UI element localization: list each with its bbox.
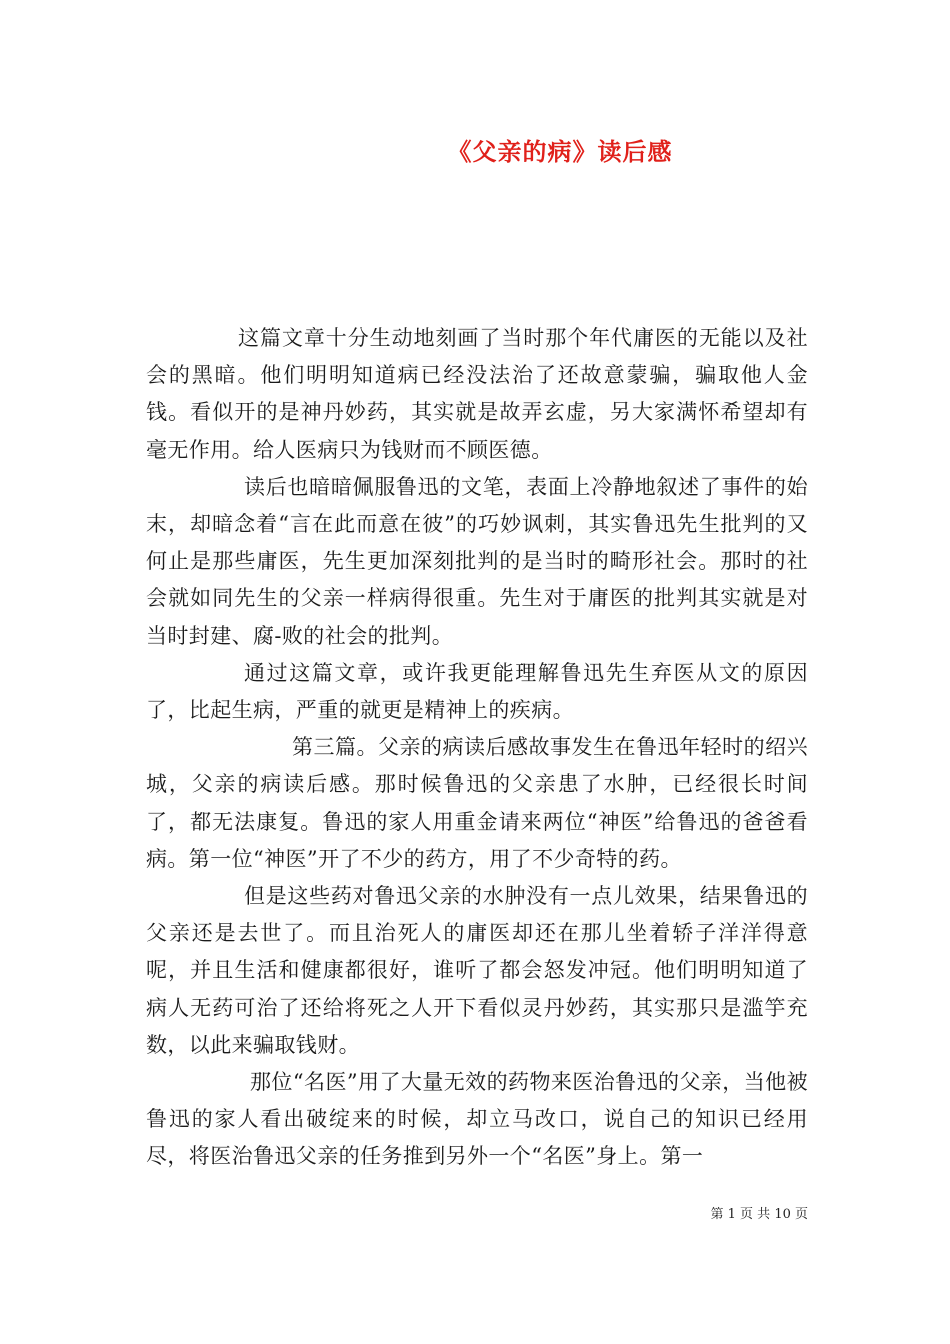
paragraph-5: 但是这些药对鲁迅父亲的水肿没有一点儿效果，结果鲁迅的父亲还是去世了。而且治死人的庸医却还在那儿坐着轿子洋洋得意呢，并且生活和健康都很好，谁听了都会怒发冲冠。他们明明知道了病人无药可治了还给将死之人开下看似灵丹妙药，其实那只是滥竽充数，以此来骗取钱财。 <box>146 884 808 1057</box>
paragraph-2: 读后也暗暗佩服鲁迅的文笔，表面上冷静地叙述了事件的始末，却暗念着“言在此而意在彼”的巧妙讽刺，其实鲁迅先生批判的又何止是那些庸医，先生更加深刻批判的是当时的畸形社会。那时的社会就如同先生的父亲一样病得很重。先生对于庸医的批判其实就是对当时封建、腐-败的社会的批判。 <box>146 474 808 648</box>
page-number-footer: 第 1 页 共 10 页 <box>710 1207 808 1222</box>
paragraph-1: 这篇文章十分生动地刻画了当时那个年代庸医的无能以及社会的黑暗。他们明明知道病已经没法治了还故意蒙骗，骗取他人金钱。看似开的是神丹妙药，其实就是故弄玄虚，另大家满怀希望却有毫无作用。给人医病只为钱财而不顾医德。 <box>146 326 808 462</box>
paragraph-4: 第三篇。父亲的病读后感故事发生在鲁迅年轻时的绍兴城，父亲的病读后感。那时候鲁迅的父亲患了水肿，已经很长时间了，都无法康复。鲁迅的家人用重金请来两位“神医”给鲁迅的爸爸看病。第一位“神医”开了不少的药方，用了不少奇特的药。 <box>146 735 808 871</box>
paragraph-6: 那位“名医”用了大量无效的药物来医治鲁迅的父亲，当他被鲁迅的家人看出破绽来的时候，却立马改口，说自己的知识已经用尽，将医治鲁迅父亲的任务推到另外一个“名医”身上。第一 <box>146 1070 808 1169</box>
paragraph-3: 通过这篇文章，或许我更能理解鲁迅先生弃医从文的原因了，比起生病，严重的就更是精神上的疾病。 <box>146 660 808 723</box>
document-body <box>146 320 808 1176</box>
document-title: 《父亲的病》读后感 <box>447 137 673 166</box>
